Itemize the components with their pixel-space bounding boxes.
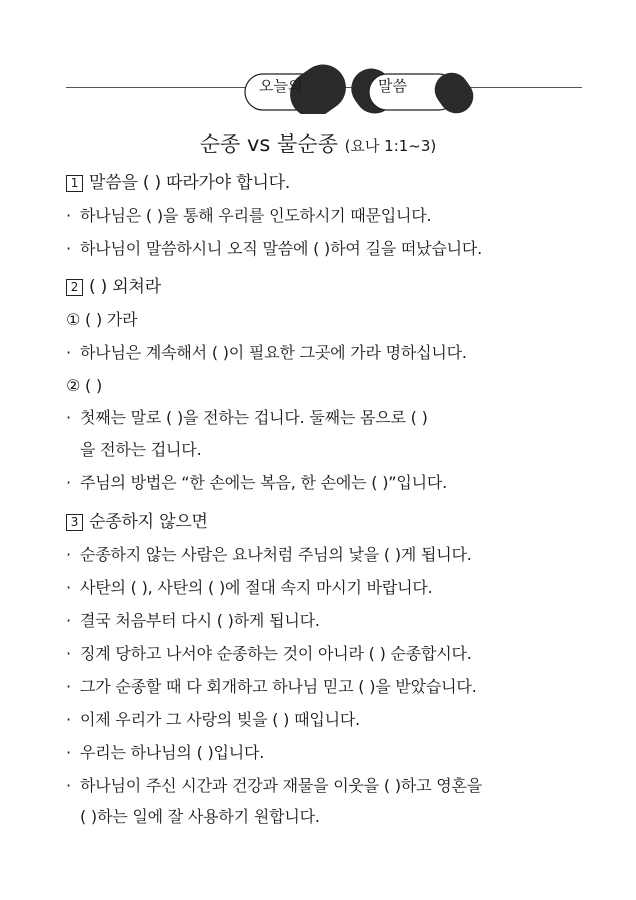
section-heading-text: 말씀을 ( ) 따라가야 합니다. <box>89 173 291 193</box>
line-text: 하나님은 계속해서 ( )이 필요한 그곳에 가라 명하십니다. <box>80 343 467 362</box>
bullet-dot: · <box>66 473 71 492</box>
line-text: 하나님은 ( )을 통해 우리를 인도하시기 때문입니다. <box>80 206 432 225</box>
list-item <box>66 610 320 632</box>
line-text: 징계 당하고 나서야 순종하는 것이 아니라 ( ) 순종합시다. <box>80 644 472 663</box>
banner-label-left: 오늘의 <box>259 77 303 95</box>
line-text: ( )하는 일에 잘 사용하기 원합니다. <box>80 807 320 826</box>
bullet-dot: · <box>66 545 71 564</box>
title-reference: (요나 1:1~3) <box>344 137 437 155</box>
banner-capsules <box>66 62 582 114</box>
line-text: 하나님이 주신 시간과 건강과 재물을 이웃을 ( )하고 영혼을 <box>80 776 483 795</box>
section-heading-text: 순종하지 않으면 <box>89 512 208 532</box>
list-item <box>66 472 447 494</box>
bullet-dot: · <box>66 644 71 663</box>
line-text: 이제 우리가 그 사랑의 빚을 ( ) 때입니다. <box>80 710 361 729</box>
line-text: ① ( ) 가라 <box>66 310 138 329</box>
line-text: 결국 처음부터 다시 ( )하게 됩니다. <box>80 611 320 630</box>
list-item <box>66 238 482 260</box>
section-3-heading <box>66 511 208 533</box>
list-item <box>66 742 264 764</box>
list-item <box>66 709 360 731</box>
banner-label-right: 말씀 <box>378 77 407 95</box>
line-text: 순종하지 않는 사람은 요나처럼 주님의 낯을 ( )게 됩니다. <box>80 545 472 564</box>
section-1-heading <box>66 172 290 194</box>
bullet-dot: · <box>66 743 71 762</box>
bullet-dot: · <box>66 611 71 630</box>
list-item <box>66 407 428 429</box>
list-item <box>66 775 482 797</box>
list-item <box>66 577 433 599</box>
section-number-box: 2 <box>66 279 83 296</box>
bullet-dot: · <box>66 710 71 729</box>
bullet-dot: · <box>66 206 71 225</box>
section-number-box: 3 <box>66 514 83 531</box>
section-number-box: 1 <box>66 175 83 192</box>
bullet-dot: · <box>66 677 71 696</box>
list-item <box>66 643 472 665</box>
bullet-dot: · <box>66 578 71 597</box>
list-item-continuation <box>66 806 320 828</box>
bullet-dot: · <box>66 343 71 362</box>
sub-heading <box>66 309 137 331</box>
line-text: 우리는 하나님의 ( )입니다. <box>80 743 265 762</box>
title-main: 순종 vs 불순종 <box>199 132 338 156</box>
bullet-dot: · <box>66 776 71 795</box>
list-item-continuation <box>66 439 201 461</box>
list-item <box>66 205 431 227</box>
line-text: 을 전하는 겁니다. <box>80 440 202 459</box>
line-text: 첫째는 말로 ( )을 전하는 겁니다. 둘째는 몸으로 ( ) <box>80 408 428 427</box>
todays-word-banner <box>66 62 582 114</box>
section-2-heading <box>66 276 161 298</box>
line-text: 사탄의 ( ), 사탄의 ( )에 절대 속지 마시기 바랍니다. <box>80 578 433 597</box>
list-item <box>66 676 477 698</box>
bullet-dot: · <box>66 239 71 258</box>
page-title <box>0 130 636 160</box>
section-heading-text: ( ) 외쳐라 <box>89 277 161 297</box>
list-item <box>66 342 467 364</box>
line-text: ② ( ) <box>66 376 103 395</box>
line-text: 하나님이 말씀하시니 오직 말씀에 ( )하여 길을 떠났습니다. <box>80 239 483 258</box>
bullet-dot: · <box>66 408 71 427</box>
line-text: 주님의 방법은 “한 손에는 복음, 한 손에는 ( )”입니다. <box>80 473 447 492</box>
sub-heading <box>66 375 102 397</box>
line-text: 그가 순종할 때 다 회개하고 하나님 믿고 ( )을 받았습니다. <box>80 677 477 696</box>
list-item <box>66 544 472 566</box>
